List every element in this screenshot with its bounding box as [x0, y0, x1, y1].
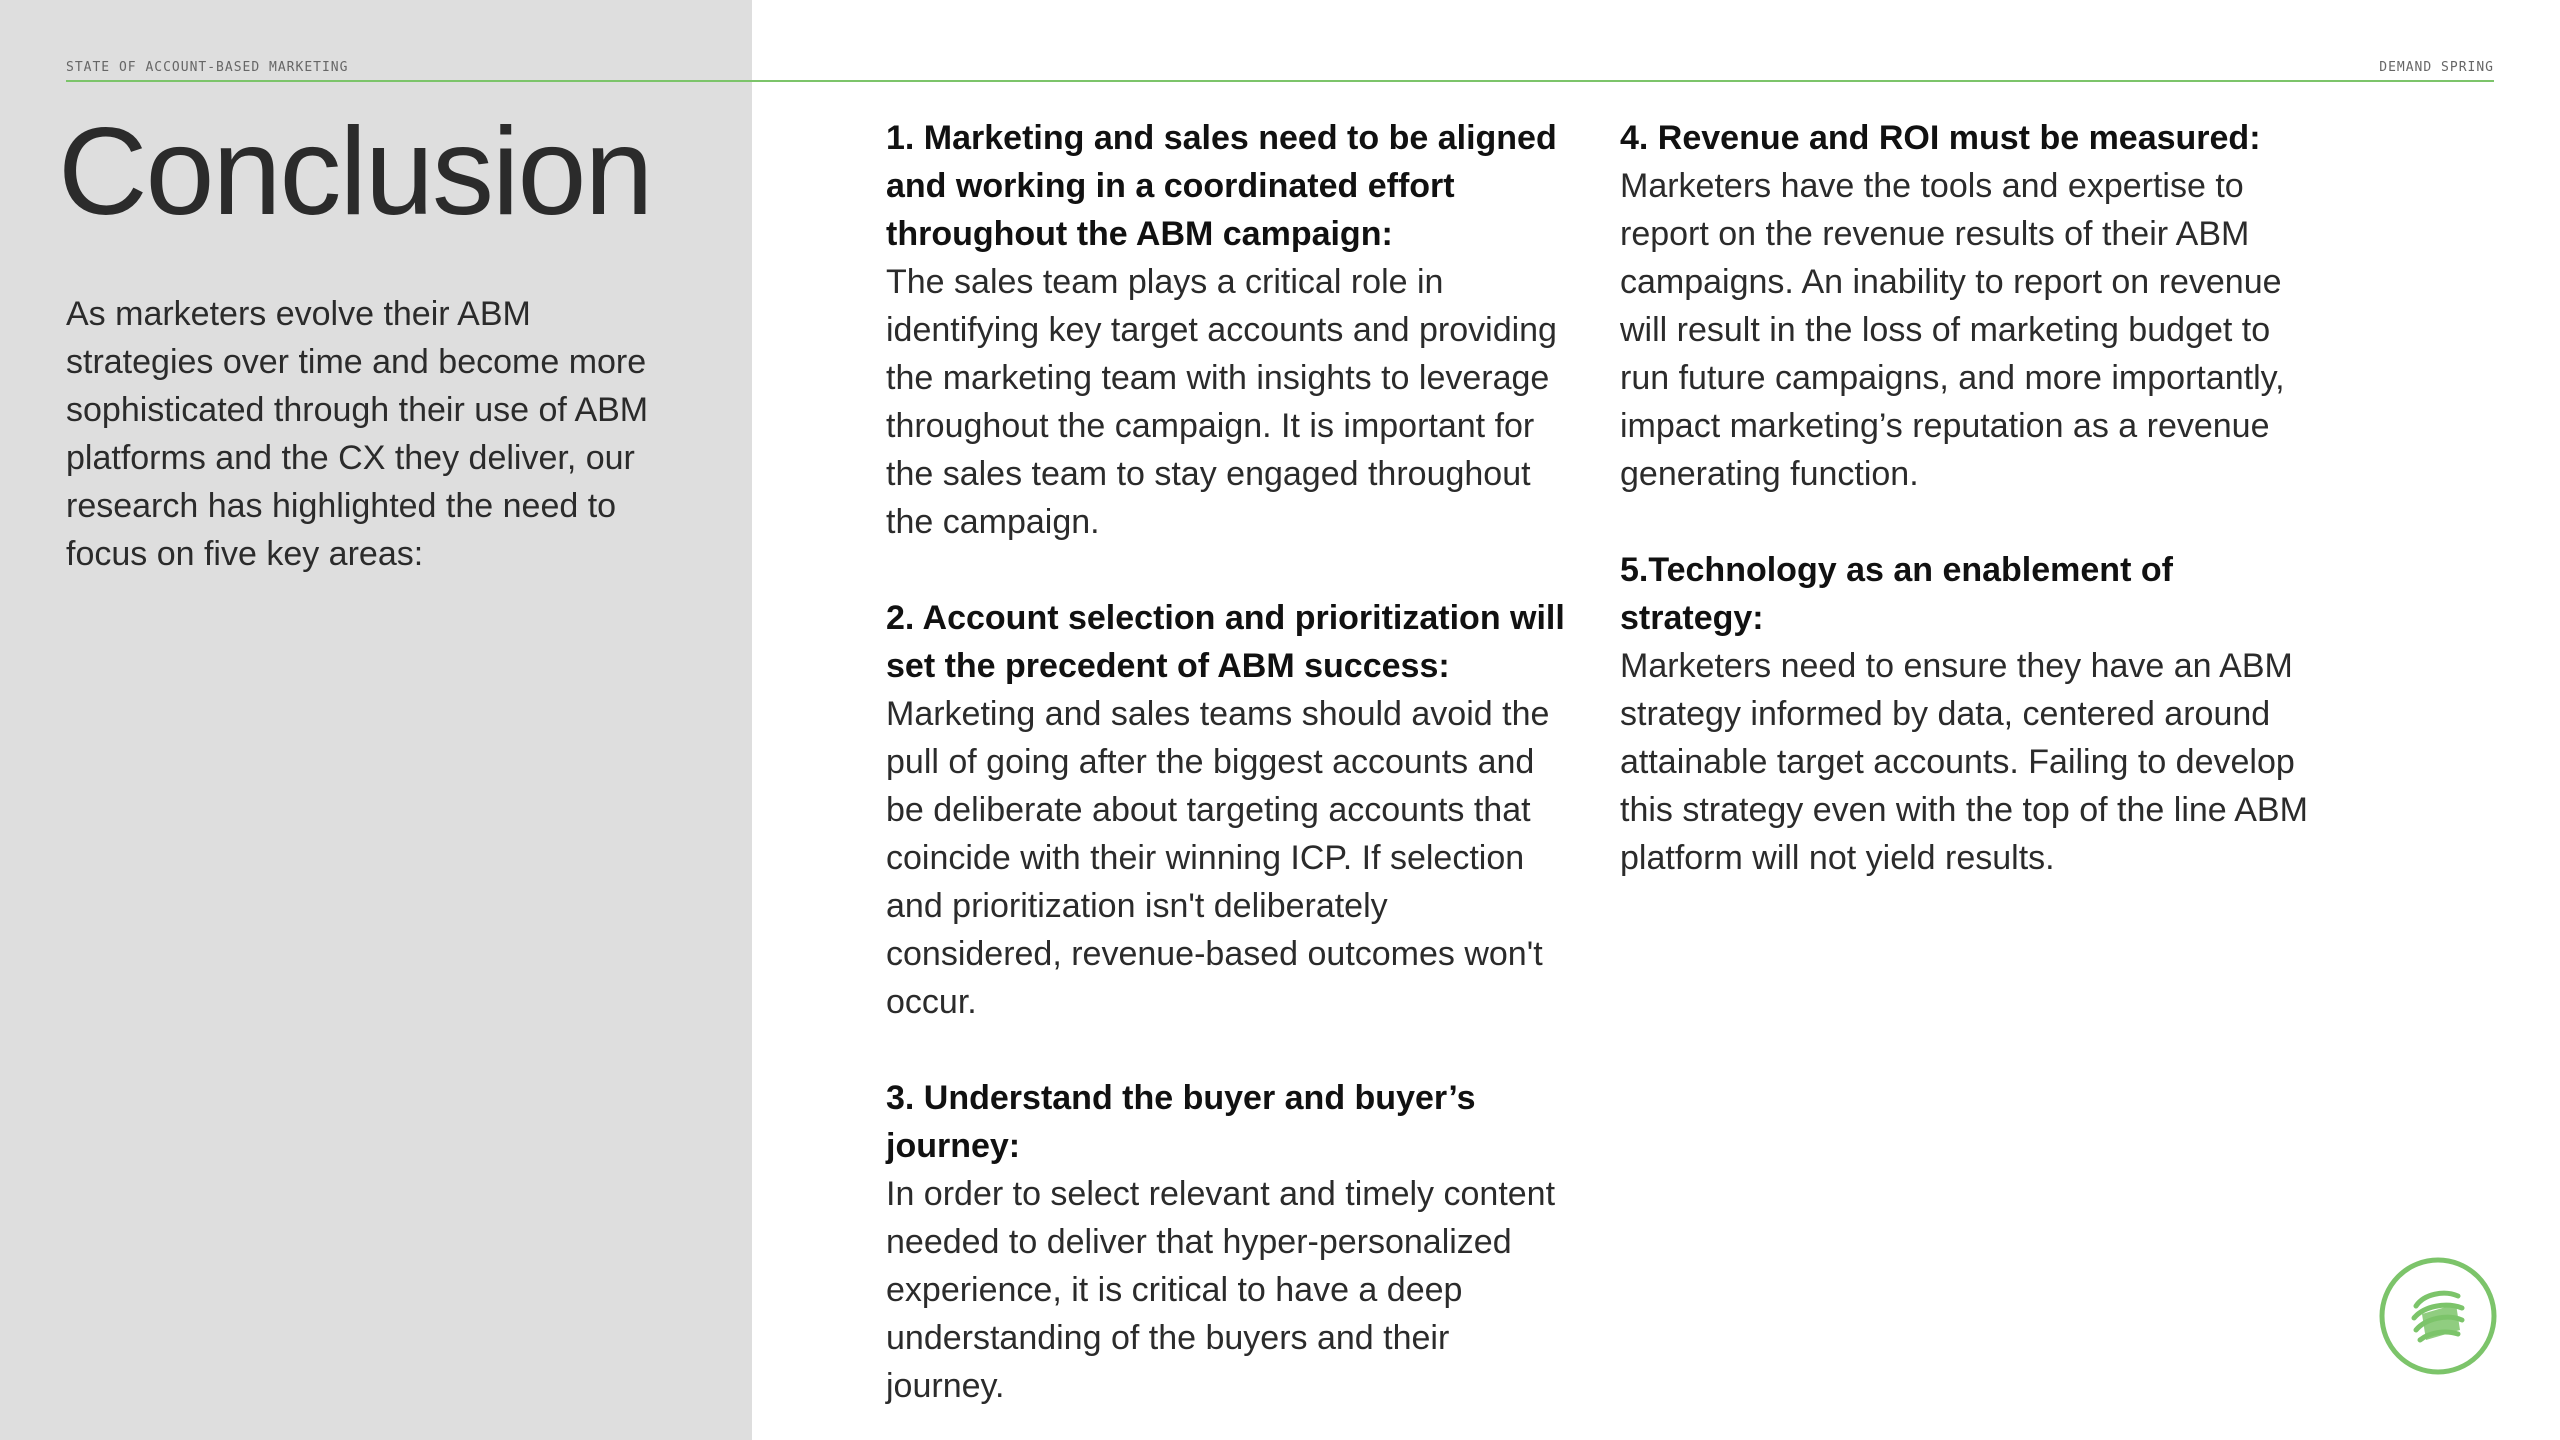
section-body: The sales team plays a critical role in identifying key target accounts and providing the marketing team with insights to leverage throughout the campaign. It is important for the sales team to stay engaged throughout the campaign.: [886, 263, 1557, 541]
header-divider: [66, 80, 2494, 82]
page-title: Conclusion: [58, 103, 652, 241]
intro-paragraph: As marketers evolve their ABM strategies over time and become more sophisticated through their use of ABM platforms and the CX they deliver, our research has highlighted the need to focus on five key areas:: [66, 295, 649, 573]
section-heading: 2. Account selection and prioritization will set the precedent of ABM success:: [886, 599, 1565, 685]
section-body: In order to select relevant and timely content needed to deliver that hyper-personalized experience, it is critical to have a deep understanding of the buyers and their journey.: [886, 1175, 1556, 1405]
content-column-right: [1620, 114, 2310, 930]
section-body: Marketers have the tools and expertise to report on the revenue results of their ABM campaigns. An inability to report on revenue will result in the loss of marketing budget to run future campaigns, and more importantly, impact marketing’s reputation as a revenue generating function.: [1620, 167, 2285, 493]
header-brand-label: DEMAND SPRING: [2379, 60, 2494, 75]
demand-spring-logo-icon: [2378, 1256, 2498, 1376]
section-buyer-journey: [886, 1074, 1566, 1410]
content-column-left: [886, 114, 1566, 1440]
section-heading: 3. Understand the buyer and buyer’s journey:: [886, 1079, 1476, 1165]
section-heading: 4. Revenue and ROI must be measured:: [1620, 119, 2261, 157]
section-technology: [1620, 546, 2310, 882]
section-body: Marketers need to ensure they have an ABM strategy informed by data, centered around attainable target accounts. Failing to develop this strategy even with the top of the line ABM platform will not yield results.: [1620, 647, 2308, 877]
section-heading: 1. Marketing and sales need to be aligned and working in a coordinated effort throughout the ABM campaign:: [886, 119, 1557, 253]
section-body: Marketing and sales teams should avoid the pull of going after the biggest accounts and be deliberate about targeting accounts that coincide with their winning ICP. If selection and prioritization isn't deliberately considered, revenue-based outcomes won't occur.: [886, 695, 1550, 1021]
header-report-label: STATE OF ACCOUNT-BASED MARKETING: [66, 60, 349, 75]
section-heading: 5.Technology as an enablement of strategy:: [1620, 551, 2173, 637]
section-alignment: [886, 114, 1566, 546]
section-account-selection: [886, 594, 1566, 1026]
section-revenue-roi: [1620, 114, 2310, 498]
